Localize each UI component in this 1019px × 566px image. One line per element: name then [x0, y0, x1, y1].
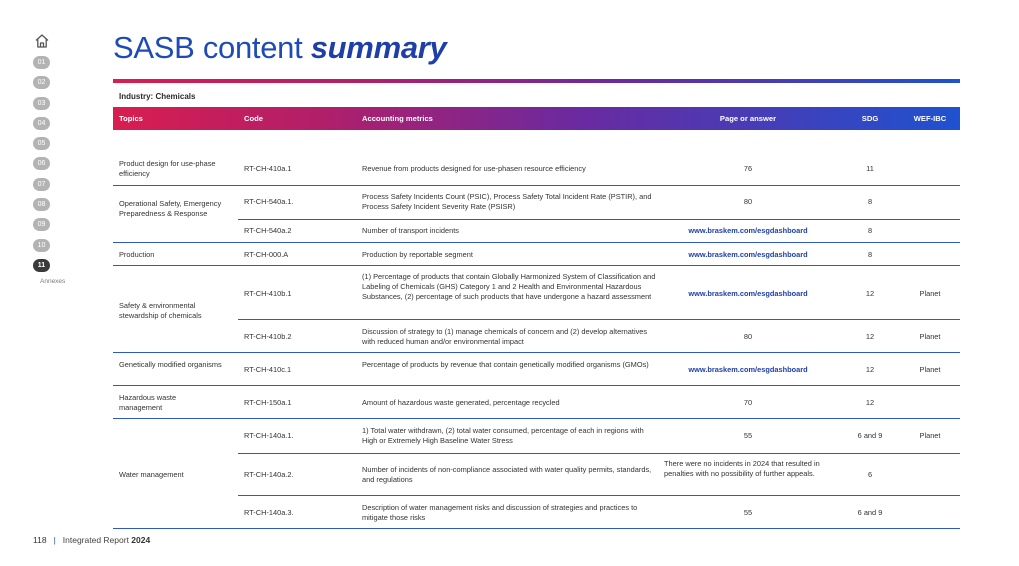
row-2-sdg: 8 [867, 197, 873, 206]
row-8-sdg: 12 [865, 398, 875, 407]
row-3-page-link[interactable]: www.braskem.com/esgdashboard [688, 226, 808, 235]
section-nav [32, 33, 52, 279]
row-divider [238, 319, 960, 320]
row-11-code: RT-CH-140a.3. [244, 508, 294, 517]
row-5-code: RT-CH-410b.1 [244, 289, 292, 298]
topic-operational-safety: Operational Safety, Emergency Preparedness & Response [119, 199, 222, 218]
row-11-page: 55 [743, 508, 753, 517]
row-9-wef: Planet [919, 431, 941, 440]
row-10-page: There were no incidents in 2024 that resulted in penalties with no possibility of further appeals. [664, 459, 820, 478]
table-body [113, 130, 960, 530]
row-7-wef: Planet [919, 365, 941, 374]
topic-product-design: Product design for use-phase efficiency [119, 159, 216, 178]
row-4-code: RT-CH-000.A [244, 250, 289, 259]
row-6-metric: Discussion of strategy to (1) manage chemicals of concern and (2) develop alternatives with reduced human and/or environmental impact [362, 327, 648, 346]
row-8-page: 70 [743, 398, 753, 407]
page-title-part1: SASB content [113, 30, 311, 65]
topic-gmo: Genetically modified organisms [119, 360, 222, 369]
title-gradient-bar [113, 79, 960, 83]
page-footer [33, 535, 150, 545]
industry-label: Industry: Chemicals [119, 92, 196, 101]
row-10-metric: Number of incidents of non-compliance associated with water quality permits, standards, and regulations [362, 465, 652, 484]
row-divider [113, 385, 960, 386]
row-1-metric: Revenue from products designed for use-phasen resource efficiency [362, 164, 586, 173]
row-8-metric: Amount of hazardous waste generated, percentage recycled [362, 398, 560, 407]
nav-item-02[interactable]: 02 [33, 76, 50, 89]
row-1-sdg: 11 [866, 164, 874, 173]
row-10-sdg: 6 [867, 470, 873, 479]
row-divider [238, 219, 960, 220]
row-9-code: RT-CH-140a.1. [244, 431, 294, 440]
home-icon[interactable] [34, 33, 50, 49]
footer-year: 2024 [131, 535, 151, 545]
topic-safety-stewardship: Safety & environmental stewardship of chemicals [119, 301, 202, 320]
row-5-wef: Planet [919, 289, 941, 298]
row-divider [113, 185, 960, 186]
row-6-code: RT-CH-410b.2 [244, 332, 292, 341]
row-5-metric: (1) Percentage of products that contain Globally Harmonized System of Classification and Labeling of Chemicals (GHS) Category 1 and 2 Health and Environmental Hazardous Substances, (2) percentage of such products that have undergone a hazard assessment [362, 272, 656, 301]
nav-item-10[interactable]: 10 [33, 239, 50, 252]
row-10-code: RT-CH-140a.2. [244, 470, 294, 479]
row-5-sdg: 12 [865, 289, 875, 298]
row-5-page-link[interactable]: www.braskem.com/esgdashboard [688, 289, 808, 298]
row-3-code: RT-CH-540a.2 [244, 226, 292, 235]
topic-water-management: Water management [119, 470, 184, 479]
header-metrics: Accounting metrics [362, 114, 433, 123]
row-3-metric: Number of transport incidents [362, 226, 459, 235]
row-divider [113, 418, 960, 419]
row-4-metric: Production by reportable segment [362, 250, 473, 259]
footer-report-name: Integrated Report [62, 535, 132, 545]
row-2-metric: Process Safety Incidents Count (PSIC), Process Safety Total Incident Rate (PSTIR), and Process Safety Incident Severity Rate (PSISR) [362, 192, 652, 211]
sasb-table [113, 107, 960, 530]
nav-item-04[interactable]: 04 [33, 117, 50, 130]
row-11-metric: Description of water management risks and discussion of strategies and practices to mitigate those risks [362, 503, 638, 522]
topic-production: Production [119, 250, 155, 259]
row-divider [113, 242, 960, 243]
header-sdg: SDG [861, 114, 879, 123]
nav-item-03[interactable]: 03 [33, 97, 50, 110]
row-11-sdg: 6 and 9 [857, 508, 883, 517]
page-number: 118 [33, 535, 47, 545]
row-divider [238, 495, 960, 496]
row-4-page-link[interactable]: www.braskem.com/esgdashboard [688, 250, 808, 259]
row-divider [113, 352, 960, 353]
table-header [113, 107, 960, 130]
annexes-label: Annexes [40, 278, 66, 285]
row-2-code: RT-CH-540a.1. [244, 197, 294, 206]
page-title [113, 30, 447, 66]
header-page-or-answer: Page or answer [719, 114, 777, 123]
nav-item-01[interactable]: 01 [33, 56, 50, 69]
row-divider [113, 528, 960, 529]
row-divider [238, 453, 960, 454]
row-6-sdg: 12 [865, 332, 875, 341]
row-7-page-link[interactable]: www.braskem.com/esgdashboard [688, 365, 808, 374]
nav-item-11-active[interactable]: 11 [33, 259, 50, 272]
row-1-code: RT-CH-410a.1 [244, 164, 292, 173]
row-divider [113, 265, 960, 266]
nav-item-08[interactable]: 08 [33, 198, 50, 211]
nav-item-05[interactable]: 05 [33, 137, 50, 150]
nav-item-09[interactable]: 09 [33, 218, 50, 231]
row-6-page: 80 [743, 332, 753, 341]
row-4-sdg: 8 [867, 250, 873, 259]
footer-separator: | [53, 535, 56, 545]
row-1-page: 76 [743, 164, 753, 173]
header-code: Code [244, 114, 263, 123]
row-9-metric: 1) Total water withdrawn, (2) total water consumed, percentage of each in regions with High or Extremely High Baseline Water Stress [362, 426, 644, 445]
page-title-part2: summary [310, 30, 447, 65]
row-7-code: RT-CH-410c.1 [244, 365, 292, 374]
row-2-page: 80 [743, 197, 753, 206]
nav-item-07[interactable]: 07 [33, 178, 50, 191]
topic-hazardous-waste: Hazardous waste management [119, 393, 177, 412]
row-9-page: 55 [743, 431, 753, 440]
header-wef-ibc: WEF-IBC [913, 114, 947, 123]
row-7-metric: Percentage of products by revenue that contain genetically modified organisms (GMOs) [362, 360, 649, 369]
row-3-sdg: 8 [867, 226, 873, 235]
row-7-sdg: 12 [865, 365, 875, 374]
row-9-sdg: 6 and 9 [857, 431, 883, 440]
row-8-code: RT-CH-150a.1 [244, 398, 292, 407]
row-6-wef: Planet [919, 332, 941, 341]
nav-item-06[interactable]: 06 [33, 157, 50, 170]
header-topics: Topics [119, 114, 143, 123]
